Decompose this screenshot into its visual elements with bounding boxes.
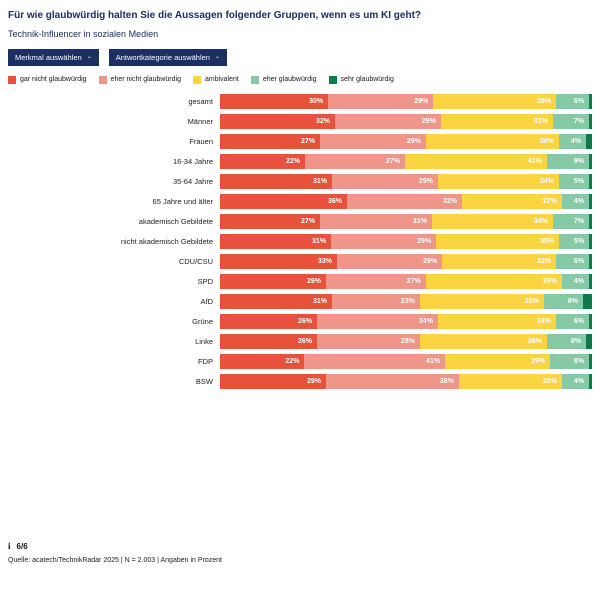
- bar-value-label: 29%: [421, 118, 436, 125]
- bar-segment: [220, 214, 320, 229]
- bar-value-label: 32%: [315, 118, 330, 125]
- bar-segment: [220, 294, 332, 309]
- bar-segment: [459, 374, 562, 389]
- bar-value-label: 38%: [439, 378, 454, 385]
- stacked-bar: [220, 154, 592, 169]
- chevron-down-icon: ⌄: [214, 53, 220, 60]
- bar-segment: [559, 234, 589, 249]
- bar-segment: [583, 294, 592, 309]
- stacked-bar: [220, 354, 592, 369]
- bar-segment: [589, 94, 592, 109]
- row-label: CDU/CSU: [178, 257, 213, 266]
- bar-value-label: 29%: [306, 278, 321, 285]
- legend-item: [251, 76, 317, 84]
- bar-value-label: 31%: [533, 118, 548, 125]
- bar-segment: [426, 134, 559, 149]
- bar-segment: [220, 234, 331, 249]
- bar-segment: [462, 194, 562, 209]
- bar-value-label: 31%: [312, 238, 327, 245]
- bar-value-label: 35%: [537, 98, 552, 105]
- stacked-bar: [220, 254, 592, 269]
- bar-segment: [317, 334, 420, 349]
- bar-value-label: 29%: [406, 138, 421, 145]
- bar-segment: [553, 114, 589, 129]
- bar-segment: [553, 214, 589, 229]
- bar-value-label: 7%: [573, 118, 584, 125]
- legend-label: eher glaubwürdig: [262, 76, 317, 83]
- bar-segment: [332, 294, 420, 309]
- chevron-down-icon: ⌄: [86, 53, 92, 60]
- bar-segment: [305, 154, 405, 169]
- row-label: Grüne: [192, 317, 213, 326]
- bar-value-label: 9%: [573, 158, 584, 165]
- bar-segment: [556, 94, 589, 109]
- bar-segment: [432, 214, 553, 229]
- bar-segment: [347, 194, 462, 209]
- bar-segment: [317, 314, 438, 329]
- bar-segment: [426, 274, 562, 289]
- stacked-bar: [220, 234, 592, 249]
- bar-segment: [589, 214, 592, 229]
- row-label: Frauen: [189, 137, 213, 146]
- bar-segment: [589, 314, 592, 329]
- bar-segment: [559, 174, 589, 189]
- bar-segment: [441, 114, 553, 129]
- bar-segment: [420, 294, 544, 309]
- row-label: Linke: [195, 337, 213, 346]
- bar-value-label: 35%: [524, 298, 539, 305]
- bar-segment: [304, 354, 445, 369]
- row-label: AfD: [200, 297, 213, 306]
- stacked-bar: [220, 174, 592, 189]
- bar-value-label: 27%: [300, 218, 315, 225]
- chart-row: [8, 152, 592, 172]
- merkmal-dropdown-button[interactable]: [8, 49, 99, 66]
- legend-item: [8, 76, 87, 84]
- bar-segment: [220, 334, 317, 349]
- stacked-bar: [220, 214, 592, 229]
- bar-segment: [547, 154, 589, 169]
- bar-value-label: 41%: [426, 358, 441, 365]
- row-label: akademisch Gebildete: [138, 217, 213, 226]
- chart-row: [8, 252, 592, 272]
- bar-segment: [586, 334, 592, 349]
- bar-value-label: 6%: [573, 98, 585, 105]
- row-label: FDP: [198, 357, 213, 366]
- bar-value-label: 7%: [573, 218, 584, 225]
- bar-value-label: 29%: [531, 358, 546, 365]
- legend-swatch-icon: [329, 76, 337, 84]
- bar-segment: [438, 314, 556, 329]
- chart-legend: [8, 76, 592, 84]
- stacked-bar-chart: [8, 92, 592, 392]
- bar-segment: [445, 354, 550, 369]
- bar-value-label: 23%: [400, 298, 415, 305]
- legend-swatch-icon: [99, 76, 107, 84]
- stacked-bar: [220, 274, 592, 289]
- bar-value-label: 33%: [536, 318, 551, 325]
- bar-segment: [433, 94, 556, 109]
- bar-segment: [556, 254, 589, 269]
- bar-segment: [589, 114, 592, 129]
- chart-row: [8, 192, 592, 212]
- bar-value-label: 31%: [312, 298, 327, 305]
- bar-segment: [559, 134, 586, 149]
- stacked-bar: [220, 134, 592, 149]
- row-label: 65 Jahre und älter: [152, 197, 213, 206]
- antwortkategorie-dropdown-label: Antwortkategorie auswählen: [115, 52, 210, 62]
- stacked-bar: [220, 314, 592, 329]
- bar-segment: [589, 374, 592, 389]
- bar-value-label: 4%: [573, 378, 585, 385]
- bar-value-label: 22%: [285, 158, 300, 165]
- bar-segment: [589, 194, 592, 209]
- chart-row: [8, 232, 592, 252]
- bar-segment: [220, 274, 326, 289]
- row-label: 35-64 Jahre: [172, 177, 213, 186]
- bar-value-label: 35%: [540, 238, 555, 245]
- bar-value-label: 28%: [400, 338, 415, 345]
- bar-value-label: 36%: [327, 198, 342, 205]
- bar-value-label: 27%: [542, 198, 557, 205]
- bar-segment: [556, 314, 589, 329]
- stacked-bar: [220, 194, 592, 209]
- legend-swatch-icon: [8, 76, 16, 84]
- bar-value-label: 8%: [570, 338, 581, 345]
- bar-segment: [220, 354, 304, 369]
- bar-segment: [331, 234, 436, 249]
- bar-segment: [589, 274, 592, 289]
- bar-segment: [220, 194, 347, 209]
- bar-segment: [405, 154, 547, 169]
- legend-label: sehr glaubwürdig: [340, 76, 394, 83]
- bar-value-label: 26%: [297, 338, 312, 345]
- legend-item: [193, 76, 239, 84]
- bar-value-label: 29%: [423, 258, 438, 265]
- bar-segment: [326, 374, 459, 389]
- row-label: Männer: [187, 117, 213, 126]
- bar-value-label: 27%: [385, 158, 400, 165]
- bar-value-label: 38%: [539, 138, 554, 145]
- bar-value-label: 29%: [414, 98, 429, 105]
- bar-segment: [589, 254, 592, 269]
- bar-segment: [589, 354, 592, 369]
- bar-value-label: 28%: [542, 378, 557, 385]
- info-icon[interactable]: i: [8, 541, 11, 551]
- bar-segment: [220, 94, 328, 109]
- bar-segment: [220, 174, 332, 189]
- bar-segment: [220, 154, 305, 169]
- bar-value-label: 33%: [317, 258, 332, 265]
- bar-value-label: 26%: [297, 318, 312, 325]
- row-label: nicht akademisch Gebildete: [120, 237, 213, 246]
- bar-value-label: 32%: [537, 258, 552, 265]
- bar-value-label: 39%: [542, 278, 557, 285]
- row-label: SPD: [197, 277, 213, 286]
- filter-controls: [8, 49, 592, 66]
- bar-segment: [220, 254, 337, 269]
- stacked-bar: [220, 334, 592, 349]
- bar-value-label: 36%: [527, 338, 542, 345]
- stacked-bar: [220, 374, 592, 389]
- chart-row: [8, 92, 592, 112]
- bar-value-label: 31%: [412, 218, 427, 225]
- bar-value-label: 4%: [573, 278, 585, 285]
- chart-row: [8, 212, 592, 232]
- bar-segment: [562, 274, 589, 289]
- bar-value-label: 30%: [309, 98, 324, 105]
- bar-value-label: 5%: [573, 238, 585, 245]
- bar-segment: [320, 134, 426, 149]
- bar-segment: [589, 234, 592, 249]
- row-label: 16-34 Jahre: [172, 157, 213, 166]
- legend-item: [99, 76, 181, 84]
- bar-segment: [337, 254, 442, 269]
- legend-swatch-icon: [251, 76, 259, 84]
- bar-value-label: 8%: [573, 358, 585, 365]
- chart-row: [8, 272, 592, 292]
- antwortkategorie-dropdown-button[interactable]: [109, 49, 227, 66]
- bar-segment: [589, 174, 592, 189]
- bar-value-label: 6%: [573, 258, 585, 265]
- page-title: Für wie glaubwürdig halten Sie die Aussagen folgender Gruppen, wenn es um KI geht?: [8, 10, 422, 21]
- chart-row: [8, 312, 592, 332]
- bar-value-label: 8%: [567, 298, 578, 305]
- chart-row: [8, 172, 592, 192]
- bar-segment: [220, 114, 335, 129]
- bar-segment: [335, 114, 441, 129]
- legend-label: ambivalent: [204, 76, 239, 83]
- legend-swatch-icon: [193, 76, 201, 84]
- stacked-bar: [220, 94, 592, 109]
- bar-segment: [589, 154, 592, 169]
- bar-value-label: 22%: [285, 358, 300, 365]
- bar-value-label: 31%: [312, 178, 327, 185]
- bar-segment: [220, 314, 317, 329]
- bar-segment: [320, 214, 432, 229]
- bar-value-label: 32%: [442, 198, 457, 205]
- bar-value-label: 4%: [573, 198, 584, 205]
- bar-segment: [420, 334, 547, 349]
- bar-segment: [550, 354, 589, 369]
- bar-value-label: 27%: [300, 138, 315, 145]
- source-note: Quelle: acatech/TechnikRadar 2025 | N = 2.003 | Angaben in Prozent: [8, 557, 222, 564]
- carousel-pagination[interactable]: [8, 541, 222, 551]
- chart-row: [8, 132, 592, 152]
- bar-value-label: 29%: [417, 238, 432, 245]
- chart-footer: [8, 541, 222, 564]
- bar-segment: [438, 174, 559, 189]
- bar-segment: [326, 274, 426, 289]
- row-label: BSW: [195, 377, 213, 386]
- bar-segment: [586, 134, 592, 149]
- chart-subtitle: Technik-Influencer in sozialen Medien: [8, 28, 159, 39]
- legend-item: [329, 76, 394, 84]
- bar-value-label: 27%: [406, 278, 421, 285]
- bar-segment: [562, 374, 589, 389]
- bar-value-label: 34%: [533, 218, 548, 225]
- bar-value-label: 5%: [573, 178, 584, 185]
- bar-segment: [328, 94, 433, 109]
- bar-value-label: 6%: [573, 318, 584, 325]
- bar-segment: [544, 294, 583, 309]
- chart-row: [8, 352, 592, 372]
- bar-value-label: 34%: [539, 178, 554, 185]
- stacked-bar: [220, 114, 592, 129]
- pagination-count: 6/6: [16, 541, 28, 551]
- bar-segment: [562, 194, 589, 209]
- bar-value-label: 4%: [570, 138, 582, 145]
- bar-segment: [436, 234, 559, 249]
- stacked-bar: [220, 294, 592, 309]
- bar-value-label: 29%: [418, 178, 433, 185]
- chart-row: [8, 292, 592, 312]
- legend-label: gar nicht glaubwürdig: [20, 76, 87, 83]
- legend-label: eher nicht glaubwürdig: [110, 76, 181, 83]
- bar-value-label: 29%: [306, 378, 321, 385]
- bar-value-label: 34%: [418, 318, 433, 325]
- chart-row: [8, 332, 592, 352]
- row-label: gesamt: [188, 97, 213, 106]
- bar-segment: [442, 254, 556, 269]
- chart-row: [8, 372, 592, 392]
- bar-segment: [332, 174, 438, 189]
- bar-segment: [220, 374, 326, 389]
- merkmal-dropdown-label: Merkmal auswählen: [15, 52, 82, 62]
- bar-segment: [220, 134, 320, 149]
- bar-segment: [547, 334, 586, 349]
- bar-value-label: 41%: [527, 158, 542, 165]
- chart-row: [8, 112, 592, 132]
